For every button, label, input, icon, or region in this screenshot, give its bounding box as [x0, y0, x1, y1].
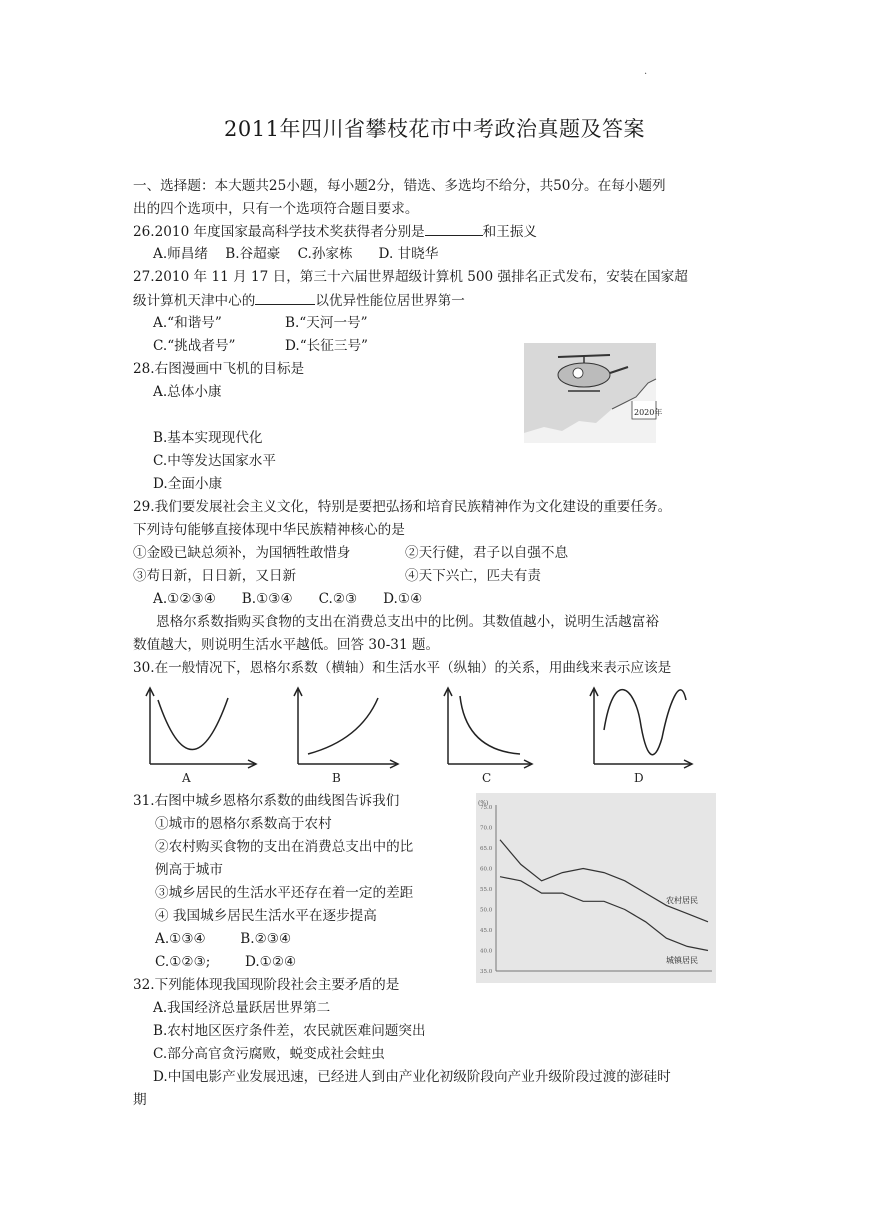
q32-stem: 32.下列能体现我国现阶段社会主要矛盾的是	[133, 977, 400, 993]
q27-option-d: D.“长征三号”	[285, 338, 369, 354]
q32-option-d-line-1: D.中国电影产业发展迅速，已经进人到由产业化初级阶段向产业升级阶段过渡的澎硅时	[153, 1069, 671, 1085]
material-line-1: 恩格尔系数指购买食物的支出在消费总支出中的比例。其数值越小，说明生活越富裕	[156, 614, 659, 630]
q28-option-a: A.总体小康	[153, 384, 222, 400]
cartoon-helicopter-body	[558, 363, 610, 387]
instructions-line-2: 出的四个选项中，只有一个选项符合题目要求。	[133, 201, 419, 217]
q28-option-c: C.中等发达国家水平	[153, 453, 276, 469]
q32-option-d-line-2: 期	[133, 1092, 147, 1108]
q28-cartoon-figure	[524, 343, 663, 443]
instructions-line-1: 一、选择题：本大题共25小题，每小题2分，错选、多选均不给分，共50分。在每小题列	[133, 178, 666, 194]
q32-option-c: C.部分高官贪污腐败，蜕变成社会蛀虫	[153, 1046, 385, 1062]
q31-options-line-1: A.①③④ B.②③④	[155, 931, 292, 947]
graph-a-curve	[158, 698, 228, 750]
cartoon-pilot	[573, 368, 583, 378]
graph-d-label: D	[634, 771, 644, 785]
graph-d-curve	[604, 690, 686, 755]
graph-a-label: A	[182, 771, 191, 785]
graph-c-curve	[460, 696, 520, 754]
q27-option-c: C.“挑战者号”	[153, 338, 236, 354]
graph-c	[444, 688, 532, 785]
q29-stem-line-2: 下列诗句能够直接体现中华民族精神核心的是	[133, 522, 405, 538]
q27-stem-part1: 级计算机天津中心的	[133, 293, 256, 309]
engel-legend-urban: 城镇居民	[666, 956, 698, 965]
q31-item-1: ①城市的恩格尔系数高于农村	[155, 816, 332, 832]
q27-answer-blank	[255, 291, 315, 305]
q31-options-line-2: C.①②③; D.①②④	[155, 954, 297, 970]
q26-stem-part2: 和王振义	[482, 224, 538, 240]
engel-y-tick-label: 45.0	[480, 928, 493, 934]
q32-option-a: A.我国经济总量跃居世界第二	[153, 1000, 331, 1016]
q31-item-2-line-2: 例高于城市	[155, 862, 223, 878]
graph-a	[146, 688, 256, 785]
engel-y-tick-label: 50.0	[480, 907, 493, 914]
engel-chart-ylabel: (%)	[478, 800, 489, 807]
cartoon-sign-label: 2020年	[634, 408, 663, 417]
q29-item-1: ①金殴已缺总须补，为国牺牲敢惜身	[133, 545, 351, 561]
q27-option-a: A.“和谐号”	[153, 315, 222, 331]
engel-chart	[476, 793, 716, 983]
q28-stem: 28.右图漫画中飞机的目标是	[133, 361, 305, 377]
q27-stem-part2: 以优异性能位居世界第一	[315, 293, 465, 309]
q29-stem-line-1: 29.我们要发展社会主义文化，特别是要把弘扬和培育民族精神作为文化建设的重要任务。	[133, 499, 672, 515]
q29-item-4: ④天下兴亡，匹夫有责	[405, 568, 541, 584]
engel-y-tick-label: 70.0	[480, 825, 493, 832]
q29-item-2: ②天行健，君子以自强不息	[405, 545, 569, 561]
q26-stem-part1: 26.2010 年度国家最高科学技术奖获得者分别是	[133, 224, 425, 240]
q31-item-3: ③城乡居民的生活水平还存在着一定的差距	[155, 885, 414, 901]
page-title: 2011年四川省攀枝花市中考政治真题及答案	[224, 117, 645, 141]
q29-options: A.①②③④ B.①③④ C.②③ D.①④	[153, 591, 423, 607]
material-line-2: 数值越大，则说明生活水平越低。回答 30-31 题。	[133, 637, 440, 653]
q31-item-2-line-1: ②农村购买食物的支出在消费总支出中的比	[155, 839, 414, 855]
q27-stem-line-2	[133, 291, 465, 310]
q32-option-b: B.农村地区医疗条件差，农民就医难问题突出	[153, 1023, 426, 1039]
q30-stem: 30.在一般情况下，恩格尔系数（横轴）和生活水平（纵轴）的关系，用曲线来表示应该是	[133, 660, 672, 676]
graph-b-label: B	[332, 771, 341, 785]
engel-y-tick-label: 60.0	[480, 866, 493, 873]
graph-d	[590, 688, 692, 785]
q28-option-b: B.基本实现现代化	[153, 430, 263, 446]
graph-b	[294, 688, 398, 785]
engel-y-tick-label: 75.0	[480, 805, 493, 811]
q28-option-d: D.全面小康	[153, 476, 223, 492]
engel-y-tick-label: 40.0	[480, 948, 493, 955]
q29-item-3: ③苟日新，日日新，又日新	[133, 568, 297, 584]
engel-y-tick-label: 55.0	[480, 887, 493, 893]
q31-stem: 31.右图中城乡恩格尔系数的曲线图告诉我们	[133, 793, 400, 809]
graph-b-curve	[308, 698, 378, 754]
q31-item-4: ④ 我国城乡居民生活水平在逐步提高	[155, 908, 377, 924]
q27-option-b: B.“天河一号”	[285, 315, 368, 331]
q27-stem-line-1: 27.2010 年 11 月 17 日，第三十六届世界超级计算机 500 强排名正式发布，安装在国家超	[133, 269, 688, 285]
engel-chart-y-ticks	[480, 805, 493, 975]
q30-graphs	[130, 678, 710, 790]
graph-c-label: C	[482, 771, 492, 785]
engel-chart-background	[476, 793, 716, 983]
page-dot: .	[644, 66, 648, 77]
q26-answer-blank	[425, 222, 483, 236]
q26-stem	[133, 222, 537, 241]
engel-y-tick-label: 35.0	[480, 969, 493, 975]
q26-options: A.师昌绪 B.谷超豪 C.孙家栋 D. 甘晓华	[153, 246, 439, 262]
engel-y-tick-label: 65.0	[480, 846, 493, 852]
engel-legend-rural: 农村居民	[666, 896, 698, 905]
